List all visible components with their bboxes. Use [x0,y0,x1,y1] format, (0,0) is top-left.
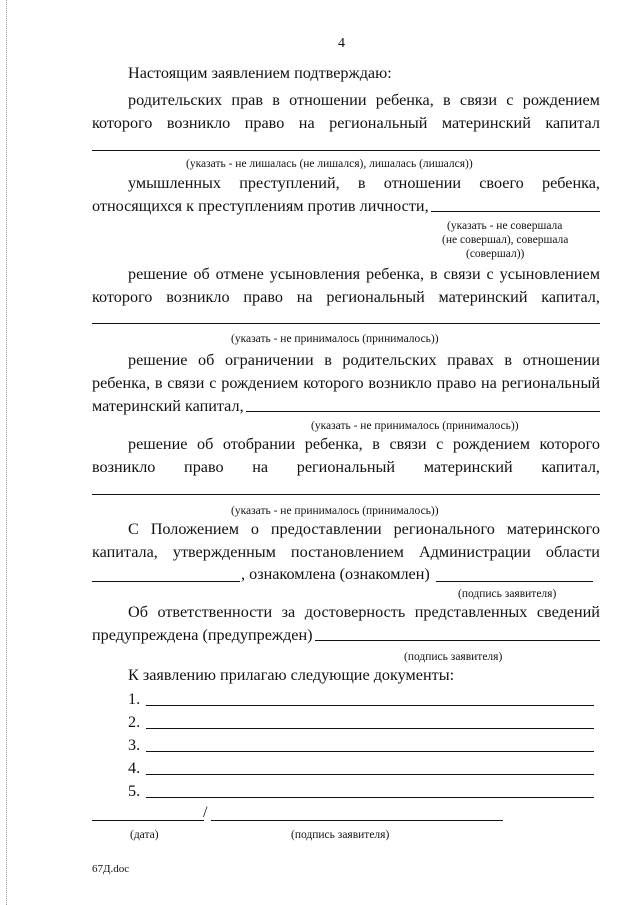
item1-line1-text-word: связи [459,91,498,109]
item2-answer-field[interactable] [431,195,600,212]
item2-line2 [92,195,600,217]
item1-line1-text-word: прав [231,91,263,109]
item1-line2-text-word: право [244,114,285,132]
item1-line1-text-word: в [443,91,451,109]
item3-line2-text-word: капитал, [541,288,600,306]
responsibility-line1-text-word: Об [128,603,148,621]
item4-line1-text-word: решение [128,351,188,369]
item1-line2-text-word: на [298,114,315,132]
item5-line2-text-word: возникло [92,458,156,476]
item4-line3-text: материнский капитал, [92,397,244,415]
item4-line2-text-word: которого [303,374,364,392]
item4-line1-text-word: об [198,351,215,369]
item5-line1-text-word: решение [128,435,188,453]
item3-line1-text-word: об [193,265,210,283]
item5-line2 [92,456,600,478]
acquaint-signature-field[interactable] [436,581,593,582]
item4-line2-text-word: с [209,374,217,392]
item1-line2 [92,112,600,134]
acquaint-line1-text-word: материнского [506,520,600,538]
item4-line1 [128,349,600,371]
item5-answer-field[interactable] [92,494,600,495]
item2-hint-3: (совершал)) [466,248,525,260]
acquaint-line2-text-word: Администрации [418,543,531,561]
acquaint-line1-text-word: регионального [393,520,495,538]
responsibility-line2 [92,624,600,646]
item5-line2-text-word: право [184,458,224,476]
item2-line1-text-word: ребенка, [541,174,600,192]
item4-line1-text-word: отношении [522,351,600,369]
item5-line1-text-word: связи [389,435,427,453]
item5-line1-text-word: рождением [452,435,530,453]
item4-line2 [92,372,600,394]
attachment-number-3: 3. [128,736,141,754]
item1-line2-text-word: возникло [166,114,231,132]
item3-line2-text-word: которого [92,288,153,306]
item3-line1-text-word: усыновлением [499,265,600,283]
attachments-title: К заявлению прилагаю следующие документы: [128,666,455,684]
item2-line1-text-word: в [357,174,366,192]
item5-line1-text-word: в [372,435,380,453]
item3-line1-text-word: связи [443,265,481,283]
item4-line2-text-word: связи [167,374,205,392]
item5-line1-text-word: об [196,435,214,453]
attachment-field-1[interactable] [146,705,594,706]
item5-line1-text-word: с [436,435,444,453]
attachment-number-4: 4. [128,759,141,777]
responsibility-line1 [128,601,600,623]
item5-line1-text-word: которого [539,435,600,453]
item5-line2-text-word: на [252,458,269,476]
item3-line2-text-word: региональный [326,288,425,306]
responsibility-signature-hint: (подпись заявителя) [404,651,503,663]
item1-line1-text-word: отношении [289,91,367,109]
item4-line2-text-word: ребенка, [92,374,150,392]
item4-line1-text-word: ограничении [224,351,314,369]
responsibility-line2-text: предупреждена (предупрежден) [92,626,313,644]
item4-line2-text-word: на [481,374,497,392]
item1-answer-field[interactable] [92,150,600,151]
date-field[interactable] [92,820,204,821]
item2-line1-text-word: своего [479,174,524,192]
date-label: (дата) [130,829,159,841]
item4-line2-text-word: региональный [501,374,600,392]
footer-signature-field[interactable] [211,820,503,821]
item2-line2-text: относящихся к преступлениям против личности, [92,197,429,215]
item3-line2-text-word: на [296,288,313,306]
item1-line1-text-word: ребенка, [375,91,434,109]
acquaint-line1 [128,518,600,540]
item5-line2-text-word: материнский [423,458,513,476]
intro-text: Настоящим заявлением подтверждаю: [128,64,392,82]
item3-line1 [128,263,600,285]
attachment-field-3[interactable] [146,751,594,752]
acquaint-date-field[interactable] [92,581,240,582]
item5-line1-text-word: отобрании [222,435,296,453]
acquaint-line1-text-word: Положением [150,520,239,538]
attachment-field-5[interactable] [146,797,594,798]
acquaint-line2-text-word: утвержденным [172,543,276,561]
item4-hint: (указать - не принималось (принималось)) [311,420,519,432]
item1-hint: (указать - не лишалась (не лишался), лишалась (лишался)) [186,158,473,170]
item3-line2 [92,286,600,308]
acquaint-line2-text-word: постановлением [290,543,404,561]
item1-line1-text-word: родительских [128,91,223,109]
item4-line1-text-word: в [324,351,332,369]
item2-line1 [128,172,600,194]
item3-hint: (указать - не принималось (принималось)) [231,333,439,345]
item1-line1-text-word: в [272,91,280,109]
attachment-number-2: 2. [128,713,141,731]
page-number: 4 [338,36,345,51]
item3-line2-text-word: возникло [166,288,230,306]
item2-line1-text-word: преступлений, [239,174,340,192]
acquaint-line2-text-word: области [545,543,600,561]
item4-line1-text-word: в [504,351,513,369]
item5-line1-text-word: ребенка, [304,435,363,453]
item4-line2-text-word: право [436,374,477,392]
attachment-field-4[interactable] [146,774,594,775]
item4-line1-text-word: правах [447,351,494,369]
file-name: 67Д.doc [92,863,130,875]
item5-hint: (указать - не принималось (принималось)) [231,505,439,517]
responsibility-line1-text-word: ответственности [157,603,273,621]
acquaint-line1-text-word: С [128,520,139,538]
acquaint-line3: , ознакомлена (ознакомлен) [241,565,430,583]
item4-line2-text-word: рождением [221,374,299,392]
item5-line2-text-word: региональный [296,458,396,476]
scan-edge-line [6,0,7,905]
item1-line1-text-word: рождением [522,91,600,109]
item1-line1 [128,89,600,111]
responsibility-line1-text-word: представленных [414,603,528,621]
acquaint-signature-hint: (подпись заявителя) [458,588,557,600]
item4-line2-text-word: в [154,374,163,392]
item4-line1-text-word: родительских [342,351,437,369]
footer-signature-label: (подпись заявителя) [291,829,390,841]
acquaint-line2 [92,541,600,563]
item4-answer-field[interactable] [246,395,600,412]
responsibility-signature-field[interactable] [315,624,600,641]
acquaint-line1-text-word: о [250,520,259,538]
responsibility-line1-text-word: за [281,603,296,621]
item5-line1 [128,433,600,455]
item1-line2-text-word: материнский [441,114,531,132]
item3-line2-text-word: право [243,288,283,306]
acquaint-line1-text-word: предоставлении [270,520,382,538]
item2-hint-2: (не совершал), совершала [442,234,569,246]
item3-line1-text-word: ребенка, [366,265,425,283]
item4-line3 [92,395,600,417]
item3-answer-field[interactable] [92,323,600,324]
item3-line1-text-word: отмене [215,265,264,283]
acquaint-line2-text-word: капитала, [92,543,158,561]
attachment-number-5: 5. [128,782,141,800]
item3-line2-text-word: материнский [438,288,528,306]
item2-line1-text-word: умышленных [128,174,222,192]
item2-line1-text-word: отношении [383,174,462,192]
responsibility-line1-text-word: сведений [536,603,600,621]
item3-line1-text-word: решение [128,265,188,283]
responsibility-line1-text-word: достоверность [304,603,406,621]
attachment-number-1: 1. [128,690,141,708]
item3-line1-text-word: с [486,265,494,283]
item1-line2-text-word: региональный [329,114,428,132]
date-signature-separator: / [203,803,208,821]
item4-line2-text-word: возникло [368,374,432,392]
item1-line2-text-word: капитал [545,114,600,132]
item1-line2-text-word: которого [92,114,153,132]
attachment-field-2[interactable] [146,728,594,729]
item1-line1-text-word: с [506,91,514,109]
item2-hint-1: (указать - не совершала [447,220,563,232]
item3-line1-text-word: в [429,265,438,283]
item5-line2-text-word: капитал, [541,458,600,476]
item3-line1-text-word: усыновления [269,265,361,283]
